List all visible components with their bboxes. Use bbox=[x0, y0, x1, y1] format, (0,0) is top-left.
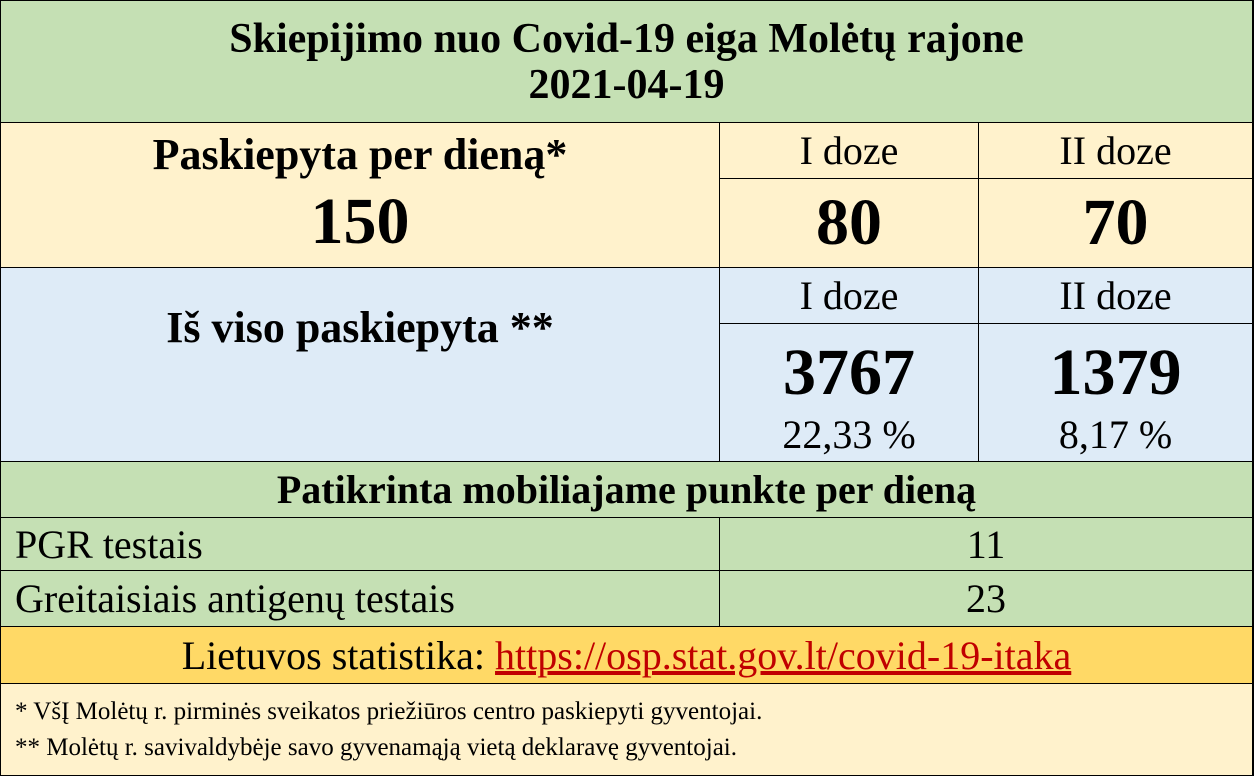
overall-dose2-percent: 8,17 % bbox=[1058, 411, 1173, 457]
daily-dose2-label: II doze bbox=[979, 123, 1253, 179]
overall-dose2-label: II doze bbox=[979, 268, 1253, 324]
footnotes bbox=[1, 684, 1253, 775]
overall-dose1-cell bbox=[720, 324, 979, 462]
overall-dose1-percent: 22,33 % bbox=[782, 411, 916, 457]
pgr-tests-value: 11 bbox=[720, 518, 1253, 571]
daily-dose2-value: 70 bbox=[979, 179, 1253, 268]
daily-dose1-label: I doze bbox=[720, 123, 979, 179]
table-title bbox=[1, 1, 1253, 123]
overall-dose2-value: 1379 bbox=[1049, 335, 1182, 409]
source-row bbox=[1, 627, 1253, 684]
source-link[interactable]: https://osp.stat.gov.lt/covid-19-itaka bbox=[495, 632, 1072, 678]
overall-dose1-label: I doze bbox=[720, 268, 979, 324]
tests-heading: Patikrinta mobiliajame punkte per dieną bbox=[1, 462, 1253, 518]
title-line-1: Skiepijimo nuo Covid-19 eiga Molėtų rajone bbox=[229, 15, 1024, 62]
antigen-tests-label: Greitaisiais antigenų testais bbox=[1, 571, 720, 627]
overall-dose1-value: 3767 bbox=[783, 335, 915, 409]
daily-dose1-value: 80 bbox=[720, 179, 979, 268]
title-date: 2021-04-19 bbox=[528, 61, 725, 108]
overall-label: Iš viso paskiepyta ** bbox=[166, 303, 554, 352]
daily-label: Paskiepyta per dieną* bbox=[152, 130, 568, 179]
overall-label-cell bbox=[1, 268, 720, 462]
footnote-1: * VšĮ Molėtų r. pirminės sveikatos priežiūros centro paskiepyti gyventojai. bbox=[15, 697, 763, 725]
daily-total: 150 bbox=[310, 185, 410, 258]
overall-dose2-cell bbox=[979, 324, 1253, 462]
pgr-tests-label: PGR testais bbox=[1, 518, 720, 571]
source-prefix: Lietuvos statistika: bbox=[181, 632, 496, 678]
antigen-tests-value: 23 bbox=[720, 571, 1253, 627]
daily-summary-cell bbox=[1, 123, 720, 268]
footnote-2: ** Molėtų r. savivaldybėje savo gyvenamąją vietą deklaravę gyventojai. bbox=[15, 733, 737, 761]
